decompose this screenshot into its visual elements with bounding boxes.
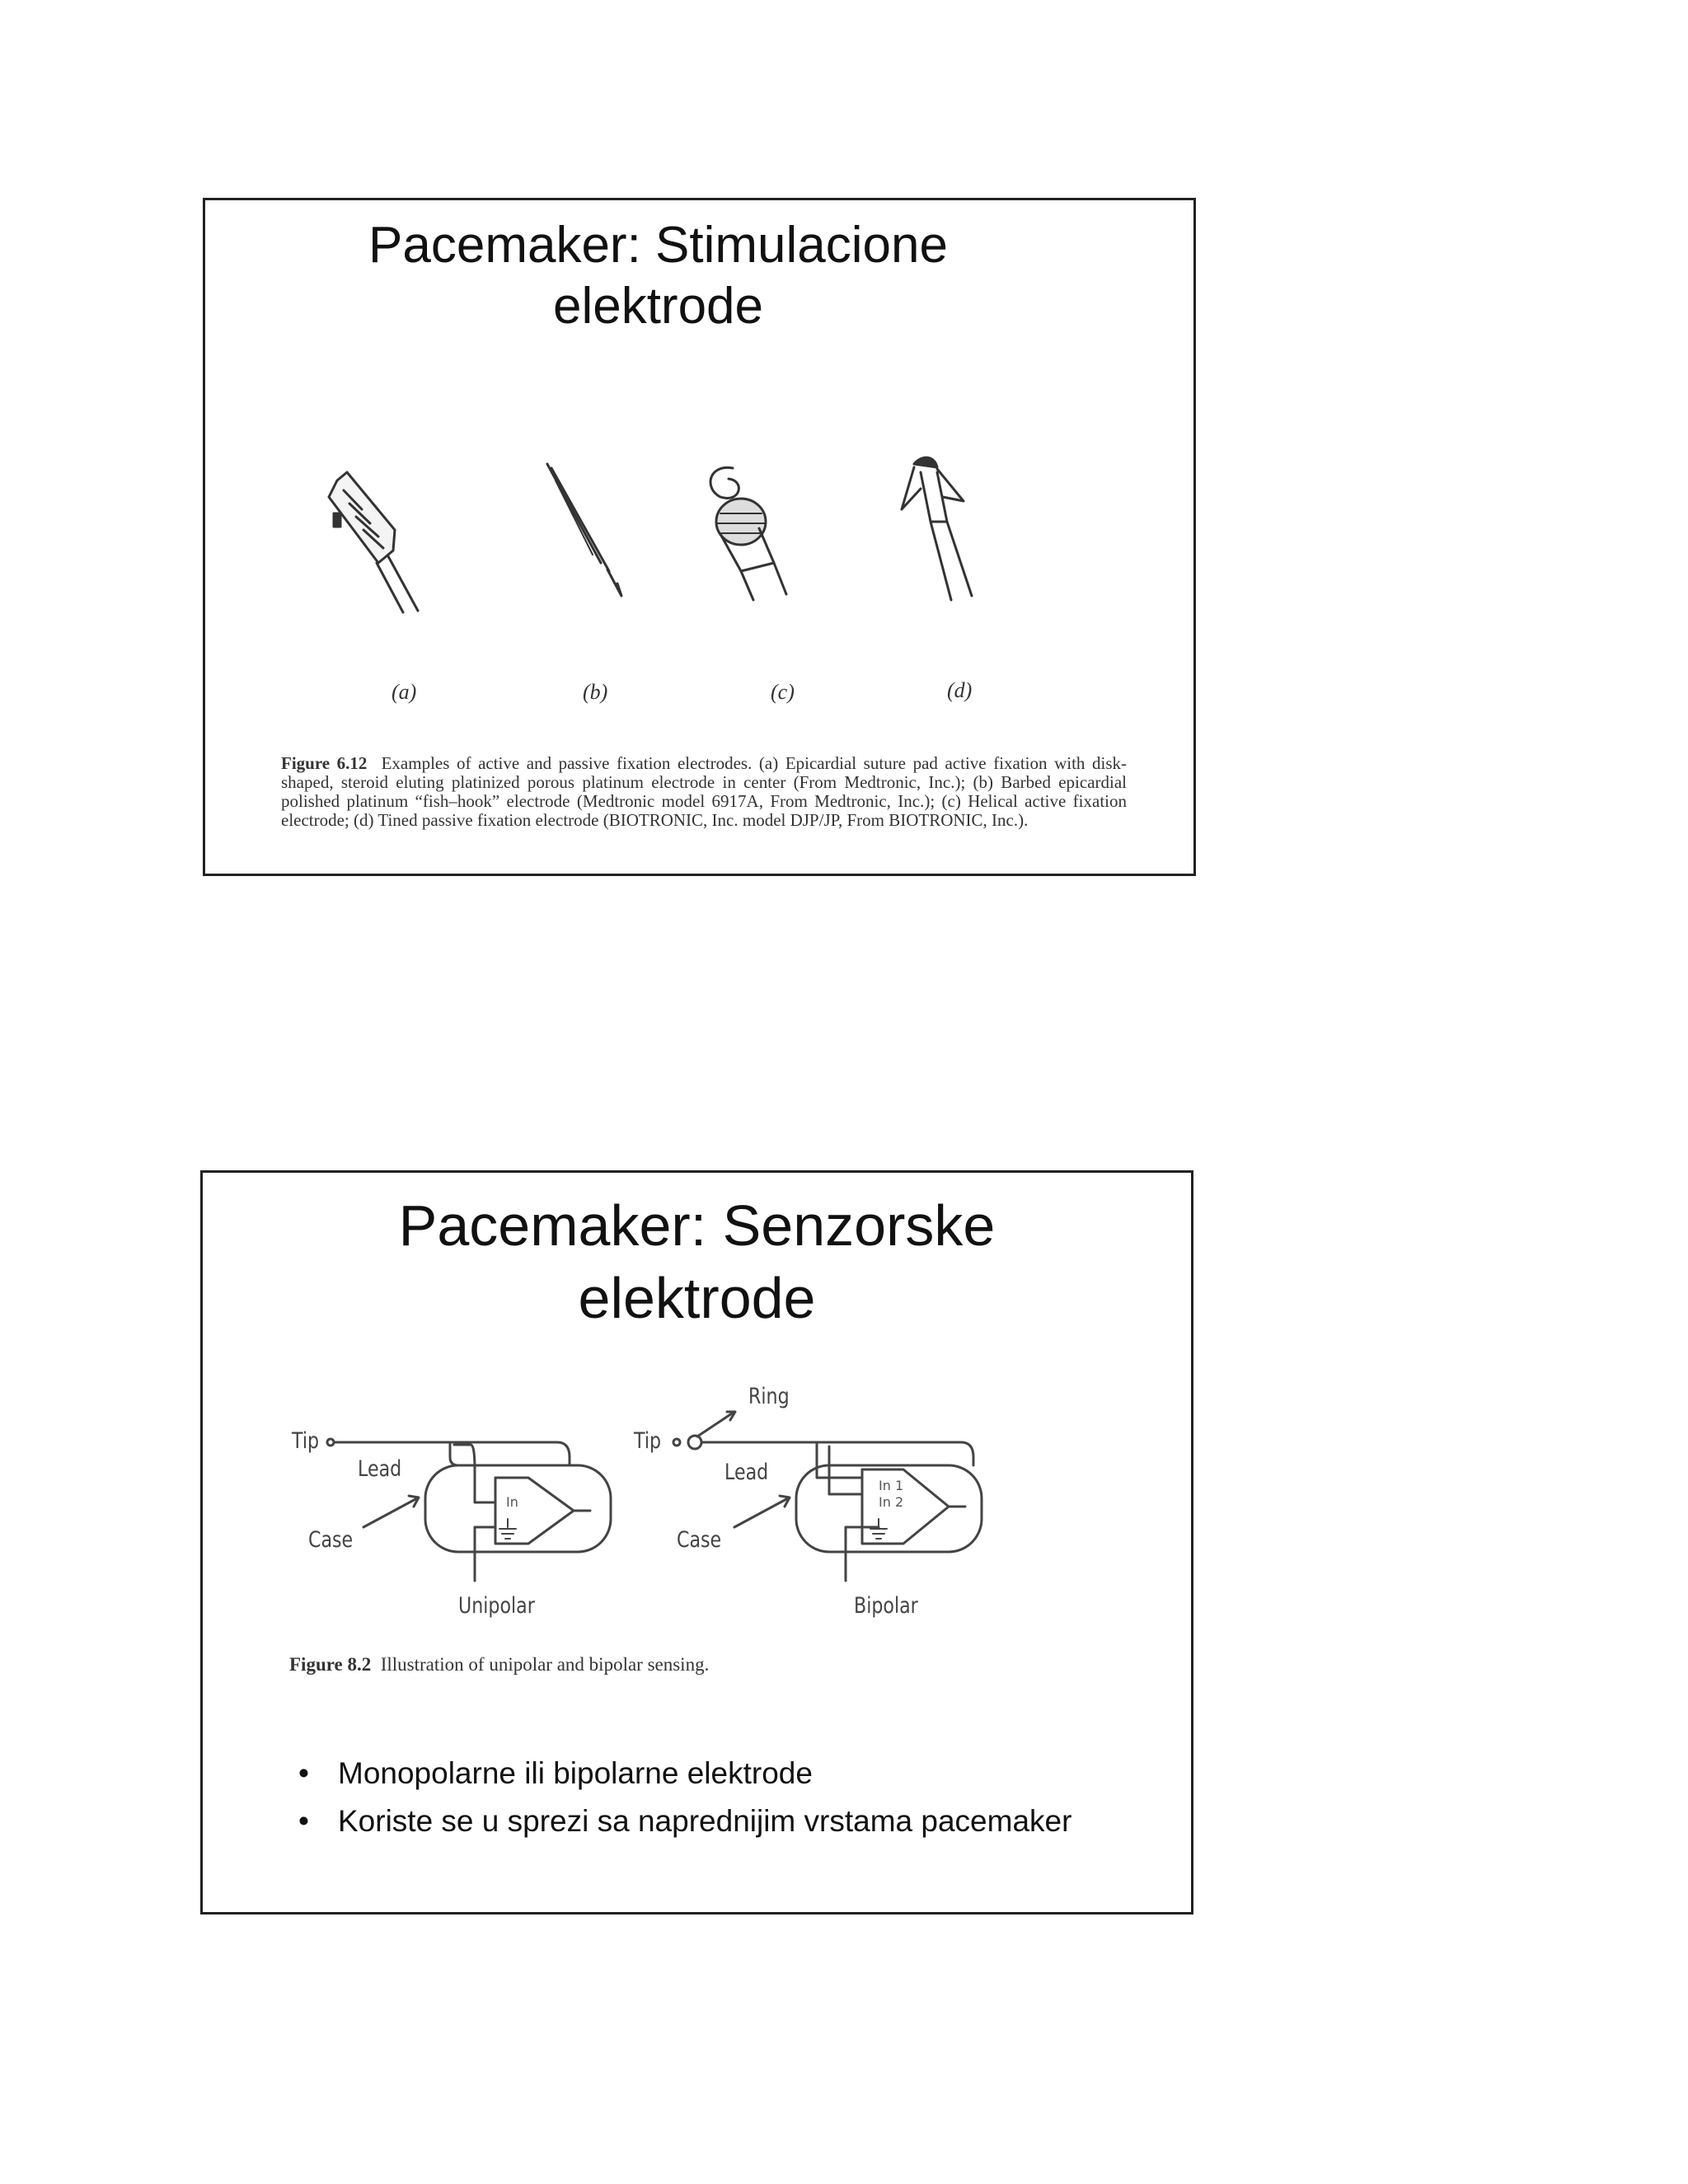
unipolar-lead-label: Lead [358, 1456, 402, 1482]
list-item [295, 1797, 1071, 1845]
figure-label-d: (d) [947, 678, 973, 702]
sensing-diagram [203, 1379, 1196, 1667]
figure-label-a: (a) [392, 680, 417, 704]
unipolar-caption: Unipolar [458, 1593, 535, 1619]
list-item [295, 1750, 1071, 1797]
caption-label: Figure 8.2 [289, 1654, 372, 1675]
electrode-c-image [710, 467, 786, 600]
bipolar-case-label: Case [677, 1527, 722, 1553]
caption-text: Illustration of unipolar and bipolar sensing. [380, 1654, 710, 1675]
figure-label-b: (b) [583, 680, 608, 704]
slide-stimulation-electrodes [203, 198, 1196, 876]
slide-sensing-electrodes [200, 1170, 1193, 1915]
bipolar-ring-label: Ring [748, 1384, 790, 1409]
figure-caption [281, 754, 1127, 830]
electrode-a-image [329, 472, 418, 612]
unipolar-tip-label: Tip [292, 1428, 320, 1454]
bipolar-caption: Bipolar [854, 1593, 918, 1619]
electrode-b-image [547, 464, 621, 596]
electrode-d-image [902, 457, 972, 600]
figure-caption [289, 1655, 866, 1674]
bipolar-circuit [673, 1412, 982, 1581]
bipolar-in1-label: In 1 [879, 1478, 904, 1493]
title-line-1: Pacemaker: Stimulacione [368, 217, 948, 274]
unipolar-case-label: Case [308, 1527, 354, 1553]
bullet-icon: • [298, 1804, 309, 1838]
slide-title [203, 1189, 1191, 1334]
caption-label: Figure 6.12 [281, 753, 368, 773]
bipolar-in2-label: In 2 [879, 1494, 904, 1510]
unipolar-in-label: In [506, 1494, 518, 1510]
title-line-1: Pacemaker: Senzorske [398, 1193, 996, 1258]
title-line-2: elektrode [578, 1266, 816, 1330]
title-line-2: elektrode [552, 278, 764, 335]
figure-label-c: (c) [771, 680, 795, 704]
caption-text: Examples of active and passive fixation electrodes. (a) Epicardial suture pad active fixation with disk-shaped, steroid eluting platinized porous platinum electrode in center (From Medtronic, Inc.); (b) Barbed epicardial polished platinum “fish–hook” electrode (Medtronic model 6917A, From Medtronic, Inc.); (c) Helical active fixation electrode; (d) Tined passive fixation electrode (BIOTRONIC, Inc. model DJP/JP, From BIOTRONIC, Inc.). [281, 753, 1128, 830]
bipolar-tip-label: Tip [634, 1428, 662, 1454]
bullet-text: Monopolarne ili bipolarne elektrode [338, 1756, 813, 1790]
bullet-icon: • [298, 1756, 309, 1790]
bullet-text: Koriste se u sprezi sa naprednijim vrstama pacemaker [338, 1804, 1072, 1838]
slide-title [164, 215, 1152, 337]
bullet-list [295, 1750, 1071, 1845]
bipolar-lead-label: Lead [724, 1460, 769, 1485]
